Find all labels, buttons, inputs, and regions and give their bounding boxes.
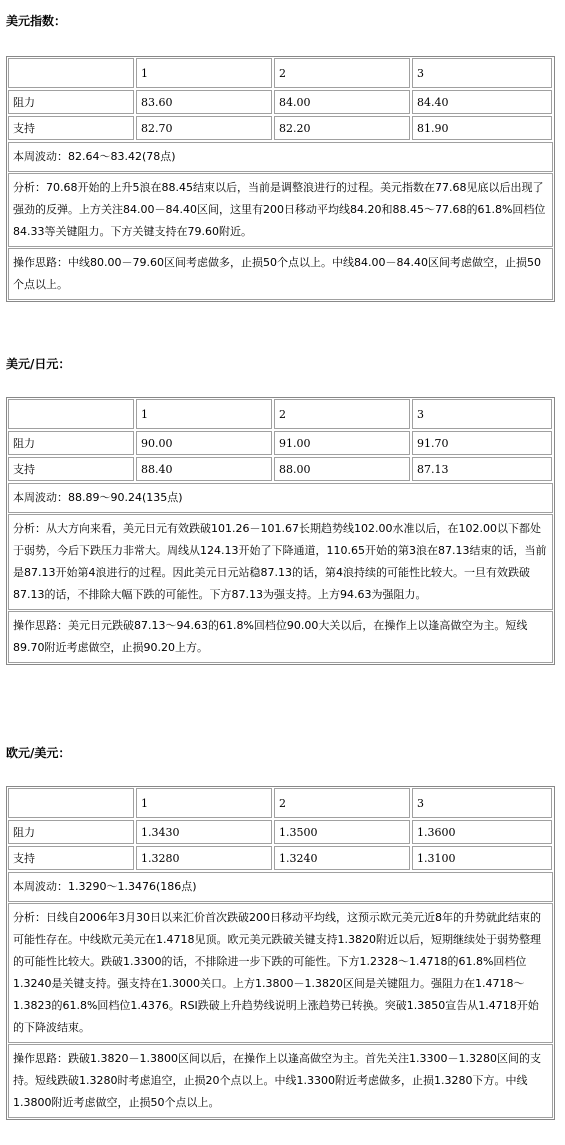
resistance-value-1: 90.00 bbox=[136, 431, 272, 455]
strategy-text: 操作思路：跌破1.3820－1.3800区间以后，在操作上以逢高做空为主。首先关注1.3300－1.3280区间的支持。短线跌破1.3280时考虑追空，止损20个点以上。中线1.3300附近考虑做多，止损1.3280下方。中线1.3800附近考虑做空，止损50个点以上。 bbox=[8, 1044, 553, 1118]
analysis-text: 分析：从大方向来看，美元日元有效跌破101.26－101.67长期趋势线102.00水准以后，在102.00以下都处于弱势，今后下跌压力非常大。周线从124.13开始了下降通道，110.65开始的第3浪在87.13结束的话，当前是87.13开始第4浪进行的过程。因此美元日元站稳87.13的话，第4浪持续的可能性比较大。一旦有效跌破87.13的话，不排除大幅下跌的可能性。下方87.13为强支持。上方94.63为强阻力。 bbox=[8, 514, 553, 610]
header-cell-3: 3 bbox=[412, 788, 552, 818]
weekly-range: 本周波动：82.64～83.42(78点) bbox=[8, 142, 553, 172]
section-title-usd-index: 美元指数： bbox=[6, 14, 67, 28]
resistance-value-3: 1.3600 bbox=[412, 820, 552, 844]
header-cell-1: 1 bbox=[136, 788, 272, 818]
table-row-support bbox=[7, 456, 554, 482]
resistance-value-2: 84.00 bbox=[274, 90, 410, 114]
support-value-1: 82.70 bbox=[136, 116, 272, 140]
support-value-1: 1.3280 bbox=[136, 846, 272, 870]
header-cell-2: 2 bbox=[274, 58, 410, 88]
table-eur-usd bbox=[6, 786, 555, 1120]
row-label-support: 支持 bbox=[8, 457, 134, 481]
strategy-text: 操作思路：美元日元跌破87.13～94.63的61.8%回档位90.00大关以后，在操作上以逢高做空为主。短线89.70附近考虑做空，止损90.20上方。 bbox=[8, 611, 553, 663]
header-cell-1: 1 bbox=[136, 58, 272, 88]
row-label-resistance: 阻力 bbox=[8, 90, 134, 114]
header-cell-empty bbox=[8, 58, 134, 88]
support-value-2: 82.20 bbox=[274, 116, 410, 140]
row-label-support: 支持 bbox=[8, 846, 134, 870]
weekly-range: 本周波动：88.89～90.24(135点) bbox=[8, 483, 553, 513]
support-value-3: 1.3100 bbox=[412, 846, 552, 870]
table-header-row bbox=[7, 787, 554, 819]
analysis-text: 分析：日线自2006年3月30日以来汇价首次跌破200日移动平均线，这预示欧元美元近8年的升势就此结束的可能性存在。中线欧元美元在1.4718见顶。欧元美元跌破关键支持1.3820附近以后，短期继续处于弱势整理的可能性比较大。跌破1.3300的话，不排除进一步下跌的可能性。下方1.2328～1.4718的61.8%回档位1.3240是关键支持。强支持在1.3000关口。上方1.3800－1.3820区间是关键阻力。强阻力在1.4718～1.3823的61.8%回档位1.4376。RSI跌破上升趋势线说明上涨趋势已转换。突破1.3850宣告从1.4718开始的下降波结束。 bbox=[8, 903, 553, 1043]
resistance-value-2: 91.00 bbox=[274, 431, 410, 455]
row-label-resistance: 阻力 bbox=[8, 820, 134, 844]
header-cell-3: 3 bbox=[412, 58, 552, 88]
support-value-3: 81.90 bbox=[412, 116, 552, 140]
support-value-2: 88.00 bbox=[274, 457, 410, 481]
table-row-resistance bbox=[7, 819, 554, 845]
analysis-text: 分析：70.68开始的上升5浪在88.45结束以后，当前是调整浪进行的过程。美元指数在77.68见底以后出现了强劲的反弹。上方关注84.00－84.40区间，这里有200日移动平均线84.20和88.45～77.68的61.8%回档位84.33等关键阻力。下方关键支持在79.60附近。 bbox=[8, 173, 553, 247]
header-cell-empty bbox=[8, 788, 134, 818]
section-title-usd-jpy: 美元/日元： bbox=[6, 357, 71, 371]
support-value-2: 1.3240 bbox=[274, 846, 410, 870]
header-cell-3: 3 bbox=[412, 399, 552, 429]
row-label-support: 支持 bbox=[8, 116, 134, 140]
table-header-row bbox=[7, 398, 554, 430]
table-row-resistance bbox=[7, 430, 554, 456]
header-cell-1: 1 bbox=[136, 399, 272, 429]
resistance-value-1: 83.60 bbox=[136, 90, 272, 114]
table-row-support bbox=[7, 845, 554, 871]
table-usd-index bbox=[6, 56, 555, 302]
strategy-text: 操作思路：中线80.00－79.60区间考虑做多，止损50个点以上。中线84.00－84.40区间考虑做空，止损50个点以上。 bbox=[8, 248, 553, 300]
weekly-range: 本周波动：1.3290～1.3476(186点) bbox=[8, 872, 553, 902]
header-cell-2: 2 bbox=[274, 788, 410, 818]
table-usd-jpy bbox=[6, 397, 555, 665]
resistance-value-2: 1.3500 bbox=[274, 820, 410, 844]
resistance-value-3: 84.40 bbox=[412, 90, 552, 114]
table-row-support bbox=[7, 115, 554, 141]
support-value-1: 88.40 bbox=[136, 457, 272, 481]
resistance-value-1: 1.3430 bbox=[136, 820, 272, 844]
table-row-resistance bbox=[7, 89, 554, 115]
support-value-3: 87.13 bbox=[412, 457, 552, 481]
row-label-resistance: 阻力 bbox=[8, 431, 134, 455]
header-cell-empty bbox=[8, 399, 134, 429]
header-cell-2: 2 bbox=[274, 399, 410, 429]
section-title-eur-usd: 欧元/美元： bbox=[6, 746, 71, 760]
table-header-row bbox=[7, 57, 554, 89]
resistance-value-3: 91.70 bbox=[412, 431, 552, 455]
